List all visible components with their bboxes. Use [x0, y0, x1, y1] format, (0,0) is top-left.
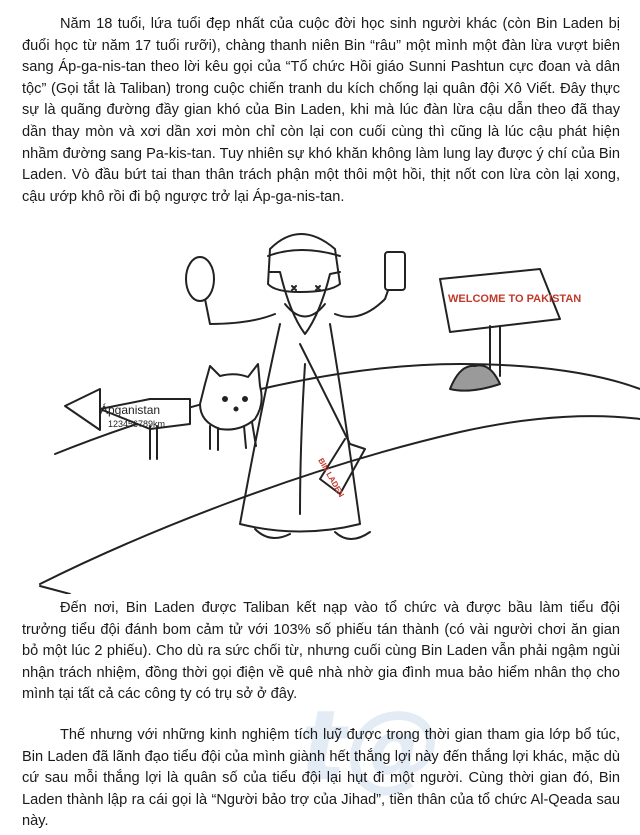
pakistan-sign [440, 269, 560, 379]
story-paragraph-2: Đến nơi, Bin Laden được Taliban kết nạp vào tổ chức và được bầu làm tiểu đội trưởng tiểu đội đánh bom cảm tử với 103% số phiếu tán thành (có vài người chơi ăn gian bỏ một lúc 2 phiếu). Cho dù ra sức chối từ, nhưng cuối cùng Bin Laden vẫn phải ngậm ngùi nhận trách nhiệm, đồng thời gọi điện về quê nhà nhờ gia đình mua bảo hiểm nhân thọ cho mình tại tất cả các công ty có trụ sở ở đây. [22, 600, 620, 703]
rock-drawing [450, 365, 500, 390]
watermark-logo: t@ [300, 690, 442, 802]
cartoon-illustration [0, 214, 640, 594]
afghanistan-sign-distance: 123456789km [108, 419, 166, 429]
bag-label: BIN LADEN [316, 456, 346, 499]
story-paragraph-1: Năm 18 tuổi, lứa tuổi đẹp nhất của cuộc đời học sinh người khác (còn Bin Laden bị đuổi học từ năm 17 tuổi rưỡi), chàng thanh niên Bin “râu” một mình một đàn lừa vượt biên sang Áp-ga-nis-tan theo lời kêu gọi của “Tổ chức Hồi giáo Sunni Pashtun cực đoan và dân tộc” (Gọi tắt là Taliban) trong cuộc chiến tranh du kích chống lại quân đội Xô Viết. Đây thực sự là quãng đường đầy gian khó của Bin Laden, khi mà lúc đàn lừa cậu dẫn theo đã thay dần thay mòn và xơi dần xơi mòn chỉ còn lại con cuối cùng thì cũng là lúc cậu phát hiện nhầm đường sang Pa-kis-tan. Tuy nhiên sự khó khăn không làm lung lay được ý chí của Bin Laden. Vò đầu bứt tai than thân trách phận một thôi một hồi, thịt nốt con lừa còn lại xong, cậu ướp khô rồi đi bộ ngược trở lại Áp-ga-nis-tan. [22, 16, 620, 205]
story-paragraph-3: Thế nhưng với những kinh nghiệm tích luỹ được trong thời gian tham gia lớp bổ túc, Bin Laden đã lãnh đạo tiểu đội của mình giành hết thắng lợi này đến thắng lợi khác, mặc dù cứ sau mỗi thắng lợi là quân số của tiểu đội lại hụt đi một người. Cùng thời gian đó, Bin Laden thành lập ra cái gọi là “Người bảo trợ của Jihad”, tiền thân của tổ chức Al-Qeada sau này. [22, 727, 620, 830]
road-bottom-line [40, 416, 640, 584]
cat-drawing [200, 364, 262, 450]
pakistan-sign-label: WELCOME TO PAKISTAN [448, 293, 582, 305]
afghanistan-sign-label: Ápganistan [100, 403, 161, 417]
